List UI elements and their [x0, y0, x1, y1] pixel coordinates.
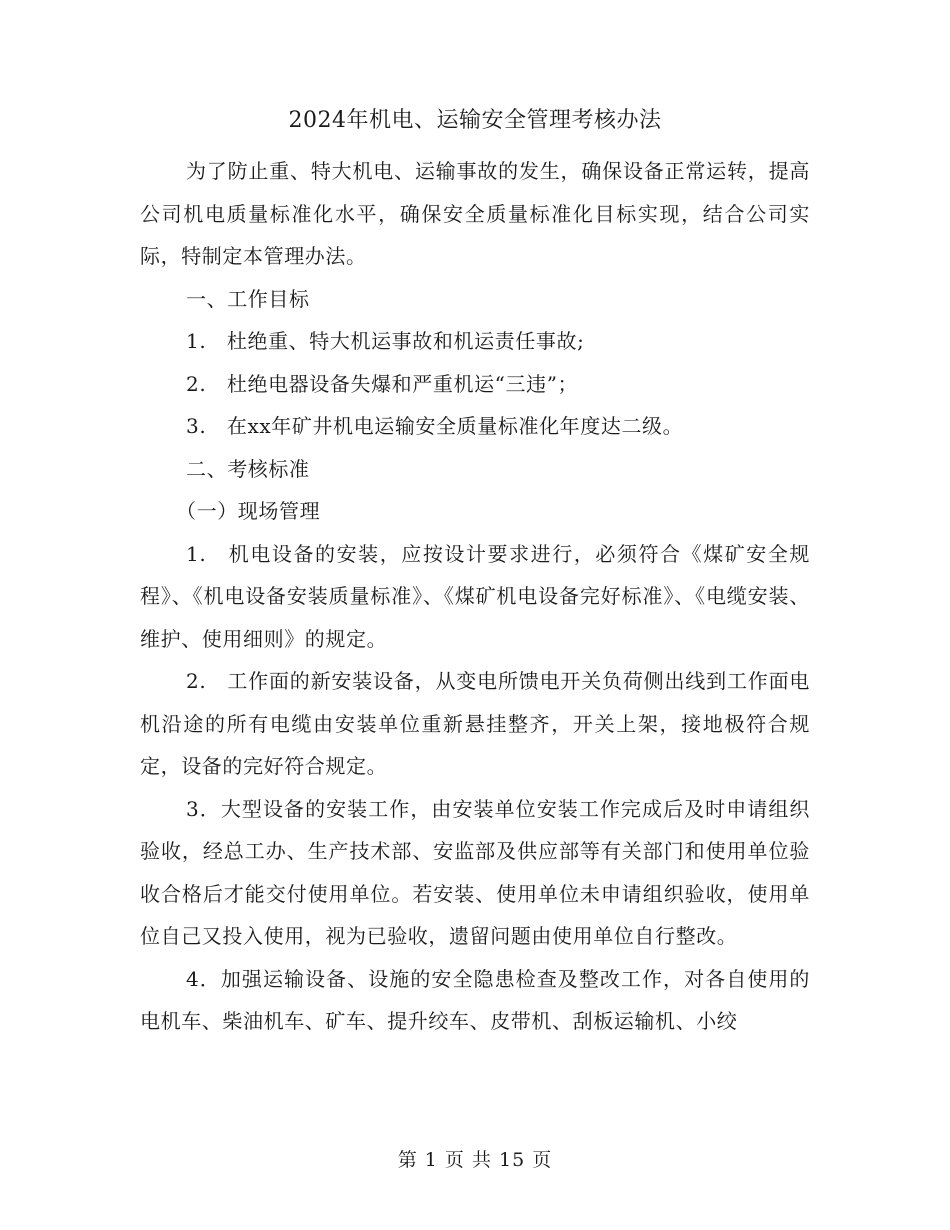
goal-item-1: 1. 杜绝重、特大机运事故和机运责任事故; — [186, 329, 585, 353]
standard-item-2: 2. 工作面的新安装设备，从变电所馈电开关负荷侧出线到工作面电机沿途的所有电缆由安装单位重新悬挂整齐，开关上架，接地极符合规定，设备的完好符合规定。 — [140, 669, 810, 778]
page-footer: 第 1 页 共 15 页 — [397, 1149, 553, 1171]
standard-item-1: 1. 机电设备的安装，应按设计要求进行，必须符合《煤矿安全规程》、《机电设备安装质量标准》、《煤矿机电设备完好标准》、《电缆安装、维护、使用细则》的规定。 — [140, 541, 810, 651]
subsection-heading-site-management: （一）现场管理 — [176, 499, 321, 523]
goal-item-3: 3. 在xx年矿井机电运输安全质量标准化年度达二级。 — [186, 414, 684, 438]
document-body — [140, 150, 810, 1043]
standard-item-3: 3．大型设备的安装工作，由安装单位安装工作完成后及时申请组织验收，经总工办、生产技术部、安监部及供应部等有关部门和使用单位验收合格后才能交付使用单位。若安装、使用单位未申请组织验收，使用单位自己又投入使用，视为已验收，遗留问题由使用单位自行整改。 — [140, 796, 810, 948]
section-heading-goals: 一、工作目标 — [186, 286, 310, 311]
document-title: 2024年机电、运输安全管理考核办法 — [288, 108, 662, 133]
standard-item-4: 4．加强运输设备、设施的安全隐患检查及整改工作，对各自使用的电机车、柴油机车、矿车、提升绞车、皮带机、刮板运输机、小绞 — [140, 966, 810, 1033]
intro-paragraph: 为了防止重、特大机电、运输事故的发生，确保设备正常运转，提高公司机电质量标准化水平，确保安全质量标准化目标实现，结合公司实际，特制定本管理办法。 — [140, 159, 810, 268]
section-heading-standards: 二、考核标准 — [186, 456, 310, 481]
goal-item-2: 2. 杜绝电器设备失爆和严重机运“三违”； — [186, 371, 579, 396]
